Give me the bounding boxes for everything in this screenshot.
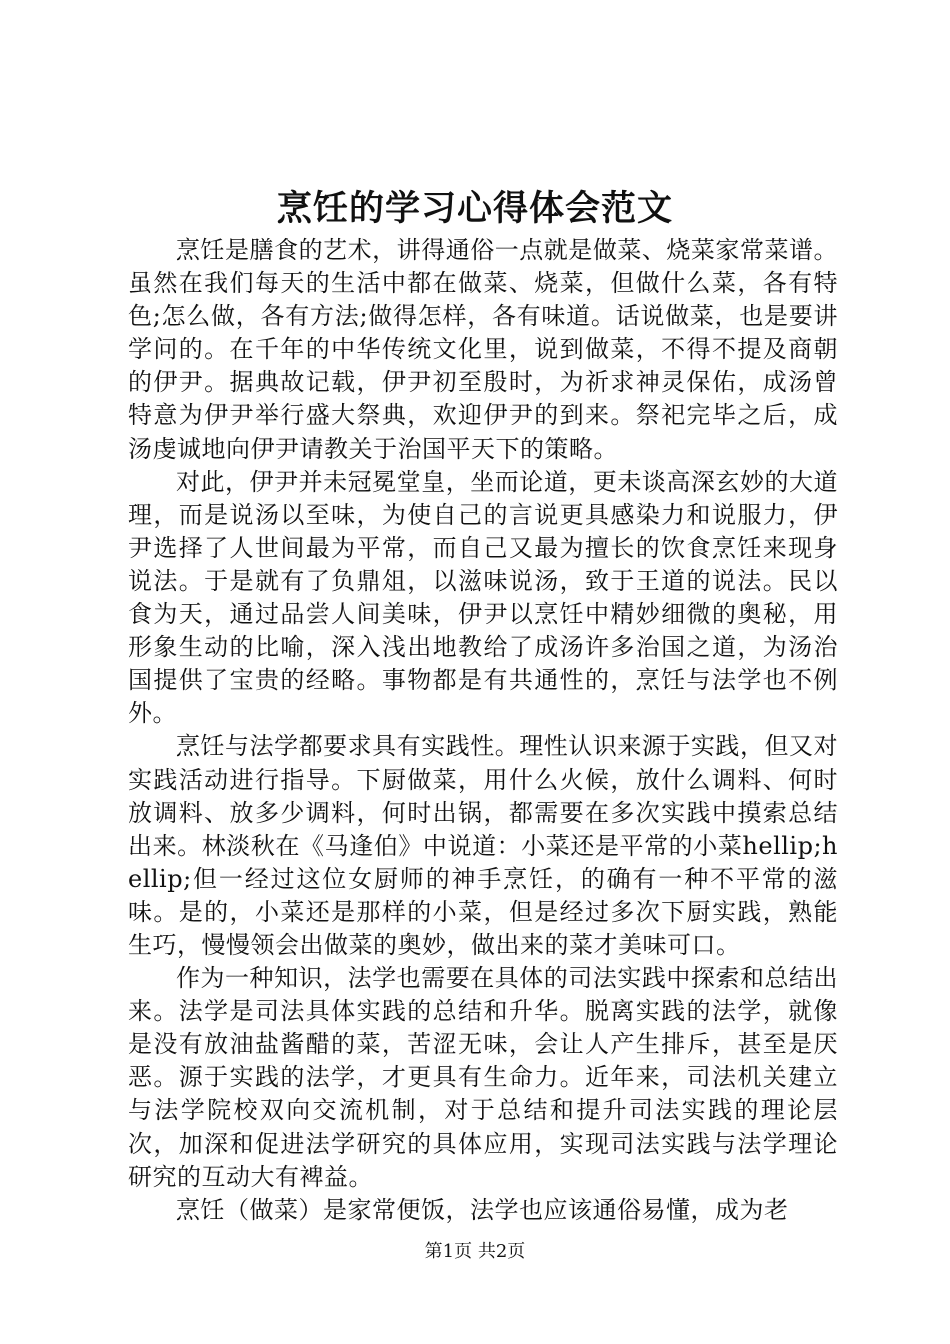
paragraph-1: 烹饪是膳食的艺术，讲得通俗一点就是做菜、烧菜家常菜谱。虽然在我们每天的生活中都在做菜、烧菜，但做什么菜，各有特色;怎么做，各有方法;做得怎样，各有味道。话说做菜，也是要讲学问的。在千年的中华传统文化里，说到做菜，不得不提及商朝的伊尹。据典故记载，伊尹初至殷时，为祈求神灵保佑，成汤曾特意为伊尹举行盛大祭典，欢迎伊尹的到来。祭祀完毕之后，成汤虔诚地向伊尹请教关于治国平天下的策略。 xyxy=(128,236,838,463)
page-number-footer: 第1页 共2页 xyxy=(424,1241,526,1262)
paragraph-3: 烹饪与法学都要求具有实践性。理性认识来源于实践，但又对实践活动进行指导。下厨做菜，用什么火候，放什么调料、何时放调料、放多少调料，何时出锅，都需要在多次实践中摸索总结出来。林淡秋在《马逢伯》中说道：小菜还是平常的小菜hellip;hellip;但一经过这位女厨师的神手烹饪，的确有一种不平常的滋味。是的，小菜还是那样的小菜，但是经过多次下厨实践，熟能生巧，慢慢领会出做菜的奥妙，做出来的菜才美味可口。 xyxy=(128,732,838,959)
paragraph-2: 对此，伊尹并未冠冕堂皇，坐而论道，更未谈高深玄妙的大道理，而是说汤以至味，为使自己的言说更具感染力和说服力，伊尹选择了人世间最为平常，而自己又最为擅长的饮食烹饪来现身说法。于是就有了负鼎俎，以滋味说汤，致于王道的说法。民以食为天，通过品尝人间美味，伊尹以烹饪中精妙细微的奥秘，用形象生动的比喻，深入浅出地教给了成汤许多治国之道，为汤治国提供了宝贵的经略。事物都是有共通性的，烹饪与法学也不例外。 xyxy=(128,467,838,728)
document-title: 烹饪的学习心得体会范文 xyxy=(276,188,673,229)
document-body xyxy=(128,234,838,1227)
paragraph-4: 作为一种知识，法学也需要在具体的司法实践中探索和总结出来。法学是司法具体实践的总结和升华。脱离实践的法学，就像是没有放油盐酱醋的菜，苦涩无味，会让人产生排斥，甚至是厌恶。源于实践的法学，才更具有生命力。近年来，司法机关建立与法学院校双向交流机制，对于总结和提升司法实践的理论层次，加深和促进法学研究的具体应用，实现司法实践与法学理论研究的互动大有裨益。 xyxy=(128,964,838,1191)
paragraph-5: 烹饪（做菜）是家常便饭，法学也应该通俗易懂，成为老 xyxy=(176,1195,789,1224)
